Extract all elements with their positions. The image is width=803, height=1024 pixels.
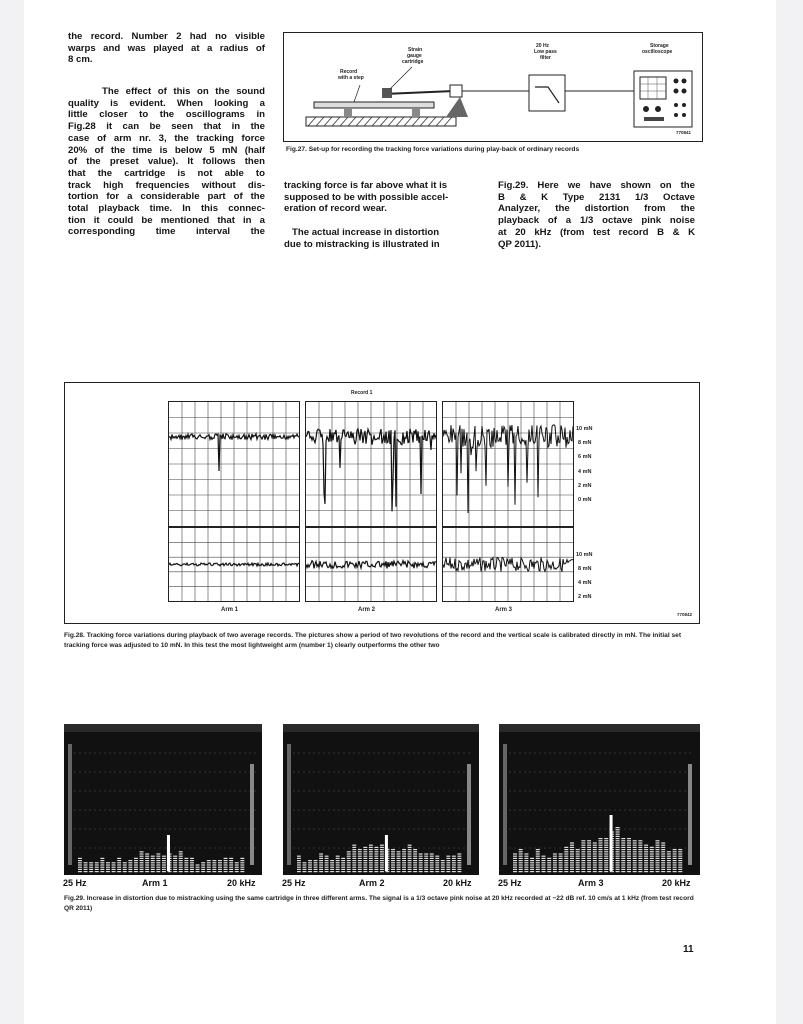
spectrum-plot (499, 724, 700, 875)
spectrum-plot (64, 724, 262, 875)
caption-fig27: Fig.27. Set-up for recording the tracking force variations during play-back of ordinary records (286, 146, 580, 153)
text-line: tracking force is far above what it is (284, 180, 448, 191)
oscillogram-arm1-rec2 (168, 527, 300, 602)
oscillogram-arm2-rec1 (305, 401, 437, 527)
spectrum-bar (513, 853, 517, 872)
text-line: 8 cm. (68, 54, 93, 66)
label-storage: Storage (650, 43, 669, 49)
spectrum-bar (452, 856, 456, 873)
text-line: the record. Number 2 had no visible (68, 31, 265, 42)
spectrum-header (64, 724, 262, 732)
spectrum-bar (184, 858, 188, 872)
spectrum-bar (673, 849, 677, 872)
page-number: 11 (683, 944, 694, 955)
text-line: warps and was played at a radius of (68, 42, 265, 54)
spectrum-bar (524, 853, 528, 872)
spectrum-bar (297, 856, 301, 873)
label-filter-freq: 20 Hz (536, 43, 550, 49)
level-scale (467, 764, 471, 865)
spectrum-bar (441, 860, 445, 872)
spectrum-bar (564, 847, 568, 872)
peak-bar (610, 815, 613, 871)
label-oscilloscope: oscilloscope (642, 49, 673, 55)
arm-base (446, 97, 468, 117)
spectrum-bar (123, 862, 127, 872)
spectrum-bar (424, 853, 428, 872)
axis-label-left: 25 Hz (498, 878, 522, 888)
figure-code: 770841 (676, 130, 692, 135)
spectrum-bar (644, 845, 648, 873)
spectrum-bar (599, 838, 603, 872)
spectrum-bar (559, 853, 563, 872)
text-col2 (284, 180, 480, 250)
peak-bar (385, 835, 388, 871)
spectrum-bar (347, 851, 351, 872)
spectrum-bar (112, 862, 116, 872)
oscillogram-arm3-rec1 (442, 401, 574, 527)
level-scale (250, 764, 254, 865)
label-strain-gauge: gauge (407, 53, 422, 59)
caption-fig28: Fig.28. Tracking force variations during playback of two average records. The pictures show a period of two revolutions of the record and the vertical scale is calibrated directly in mN. The initial set tracking force was adjusted to 10 mN. In this test the most lightweight arm (number 1) clearly outperforms the other two (64, 632, 682, 649)
level-scale (503, 744, 507, 865)
record-platter (314, 102, 434, 108)
oscillogram-arm1-rec1 (168, 401, 300, 527)
spectrum-bar (179, 851, 183, 872)
figure-27-setup (283, 32, 703, 142)
label-record-1: Record 1 (351, 390, 373, 396)
unit-label: 8 mN (578, 440, 592, 446)
text-line: total playback time. In this connec- (68, 203, 265, 215)
spectrum-bar (593, 842, 597, 872)
spectrum-bar (667, 851, 671, 872)
low-pass-filter-box (529, 75, 565, 111)
unit-label: 4 mN (578, 580, 592, 586)
spectrum-bar (542, 856, 546, 873)
caption-fig29: Fig.29. Increase in distortion due to mistracking using the same cartridge in three different arms. The signal is a 1/3 octave pink noise at 20 kHz recorded at −22 dB ref. 10 cm/s at 1 kHz (from test record QR 2011) (64, 895, 694, 912)
spectrum-bar (218, 860, 222, 872)
oscillogram-plot (169, 402, 299, 526)
spectrum-bar (547, 858, 551, 872)
spectrum-bar (89, 862, 93, 872)
spectrum-bar (106, 862, 110, 872)
text-line: Fig.28 it can be seen that in the (68, 121, 265, 133)
spectrum-bar (604, 838, 608, 872)
unit-label: 10 mN (576, 552, 593, 558)
spectrum-bar (446, 856, 450, 873)
label-arm-1: Arm 1 (221, 607, 239, 613)
axis-label-left: 25 Hz (63, 878, 87, 888)
spectrum-bar (330, 860, 334, 872)
spectrum-bar (363, 847, 367, 872)
spectrum-bar (621, 838, 625, 872)
spectrum-bar (402, 849, 406, 872)
spectrum-bar (380, 845, 384, 873)
spectrum-bar (134, 858, 138, 872)
spindle-support (412, 108, 420, 117)
spectrum-header (499, 724, 700, 732)
spectrum-bar (678, 849, 682, 872)
axis-label-arm: Arm 2 (359, 878, 385, 888)
unit-label: 0 mN (578, 497, 592, 503)
spectrum-bar (616, 827, 620, 872)
text-line: that the cartridge is not able to (68, 167, 265, 179)
text-line: 20% of the time is below 5 mN (half (68, 144, 265, 156)
spectrum-bar (661, 842, 665, 872)
spectrum-arm2 (283, 724, 479, 875)
spectrum-arm3 (499, 724, 700, 875)
spectrum-bar (341, 858, 345, 872)
spectrum-bar (656, 840, 660, 872)
text-line: playback of a 1/3 octave pink noise (498, 215, 695, 227)
axis-label-right: 20 kHz (443, 878, 472, 888)
oscillogram-plot (443, 528, 573, 601)
unit-label: 2 mN (578, 483, 592, 489)
spectrum-bar (397, 851, 401, 872)
spectrum-bar (319, 853, 323, 872)
level-scale (688, 764, 692, 865)
spectrum-bar (519, 849, 523, 872)
spectrum-bar (358, 849, 362, 872)
spectrum-bar (128, 860, 132, 872)
spectrum-bar (553, 853, 557, 872)
spectrum-bar (84, 862, 88, 872)
setup-diagram (284, 33, 702, 141)
peak-bar (167, 835, 170, 871)
text-col1-top (68, 31, 265, 66)
text-line: Analyzer, the distortion from the (498, 203, 695, 215)
text-line: at 20 kHz (from test record B & K (498, 226, 695, 238)
label-arm-2: Arm 2 (358, 607, 376, 613)
spectrum-bar (196, 864, 200, 872)
cartridge (382, 88, 392, 98)
spectrum-bar (235, 862, 239, 872)
spectrum-bar (78, 858, 82, 872)
text-line: case of arm nr. 3, the tracking force (68, 132, 265, 144)
spectrum-bar (336, 856, 340, 873)
spectrum-bar (229, 858, 233, 872)
text-line: eration of record wear. (284, 203, 387, 215)
oscillogram-plot (169, 528, 299, 601)
spectrum-grid (74, 753, 256, 848)
label-filter-type: Low pass (534, 49, 557, 55)
label-record: Record (340, 69, 358, 75)
spectrum-bar (240, 858, 244, 872)
spectrum-bar (140, 851, 144, 872)
tonearm (384, 91, 454, 94)
oscillogram-plot (306, 528, 436, 601)
spectrum-bar (391, 849, 395, 872)
spectrum-grid (293, 753, 473, 848)
spectrum-bar (117, 858, 121, 872)
text-line: quality is evident. When looking a (68, 97, 265, 109)
text-line: Fig.29. Here we have shown on the (498, 180, 695, 191)
spectrum-bar (570, 842, 574, 872)
unit-label: 4 mN (578, 469, 592, 475)
spectrum-grid (509, 753, 694, 848)
spectrum-bar (162, 856, 166, 873)
spindle (344, 108, 352, 117)
spectrum-bar (633, 840, 637, 872)
spectrum-bar (430, 853, 434, 872)
spectrum-bar (576, 849, 580, 872)
spectrum-bar (650, 847, 654, 872)
axis-label-arm: Arm 3 (578, 878, 604, 888)
spectrum-bar (224, 858, 228, 872)
label-strain: Strain (408, 47, 423, 53)
spectrum-bar (190, 858, 194, 872)
spectrum-bar (530, 858, 534, 872)
page (24, 0, 776, 1024)
spectrum-arm1 (64, 724, 262, 875)
axis-label-left: 25 Hz (282, 878, 306, 888)
axis-label-right: 20 kHz (662, 878, 691, 888)
spectrum-header (283, 724, 479, 732)
spectrum-bar (352, 845, 356, 873)
spectrum-bar (413, 849, 417, 872)
spectrum-bar (536, 849, 540, 872)
text-line: corresponding time interval the (68, 226, 265, 238)
label-strain-cartridge: cartridge (402, 59, 424, 65)
spectrum-bar (581, 840, 585, 872)
text-line: B & K Type 2131 1/3 Octave (498, 191, 695, 203)
spectrum-bar (408, 845, 412, 873)
grid-lines (169, 402, 299, 526)
text-col1-body (68, 86, 265, 238)
spectrum-bar (314, 860, 318, 872)
spectrum-bar (457, 853, 461, 872)
text-line (284, 215, 480, 227)
spectrum-bar (156, 853, 160, 872)
spectrum-bar (325, 856, 329, 873)
text-line: The effect of this on the sound (102, 86, 265, 97)
spectrum-bar (587, 840, 591, 872)
text-line: little closer to the oscillograms in (68, 109, 265, 121)
spectrum-bar (419, 853, 423, 872)
spectrum-plot (283, 724, 479, 875)
text-line: tortion for a considerable part of the (68, 191, 265, 203)
spectrum-bar (95, 862, 99, 872)
spectrum-bar (100, 858, 104, 872)
level-scale (68, 744, 72, 865)
oscillogram-plot (443, 402, 573, 526)
spectrum-bar (145, 853, 149, 872)
text-line: supposed to be with possible accel- (284, 191, 449, 203)
axis-label-arm: Arm 1 (142, 878, 168, 888)
spectrum-bar (207, 860, 211, 872)
spectrum-bar (369, 845, 373, 873)
unit-label: 6 mN (578, 454, 592, 460)
text-line: The actual increase in distortion (292, 226, 440, 238)
spectrum-bar (201, 862, 205, 872)
spectrum-bar (151, 856, 155, 873)
oscillogram-arm3-rec2 (442, 527, 574, 602)
figure-code: 770842 (677, 612, 693, 617)
arm-pivot (450, 85, 462, 97)
spectrum-bar (435, 856, 439, 873)
spectrum-bar (308, 860, 312, 872)
figure-28-oscillograms (64, 382, 700, 624)
text-line: of the preset value). It follows then (68, 156, 265, 168)
oscillogram-plot (306, 402, 436, 526)
spectrum-bar (627, 838, 631, 872)
label-record-step: with a step (338, 75, 364, 81)
text-line: track high frequencies without dis- (68, 179, 265, 191)
oscillogram-arm2-rec2 (305, 527, 437, 602)
axis-label-right: 20 kHz (227, 878, 256, 888)
spectrum-bar (212, 860, 216, 872)
spectrum-bar (173, 856, 177, 873)
text-line: tion it could be mentioned that in a (68, 214, 265, 226)
unit-label: 8 mN (578, 566, 592, 572)
label-arm-3: Arm 3 (495, 607, 513, 613)
label-filter: filter (540, 55, 551, 61)
spectrum-bar (303, 862, 307, 872)
unit-label: 2 mN (578, 594, 592, 600)
text-line: QP 2011). (498, 238, 542, 250)
unit-label: 10 mN (576, 426, 593, 432)
spectrum-bar (638, 840, 642, 872)
text-col3 (498, 180, 695, 250)
level-scale (287, 744, 291, 865)
spectrum-bar (374, 847, 378, 872)
text-line: due to mistracking is illustrated in (284, 238, 440, 250)
